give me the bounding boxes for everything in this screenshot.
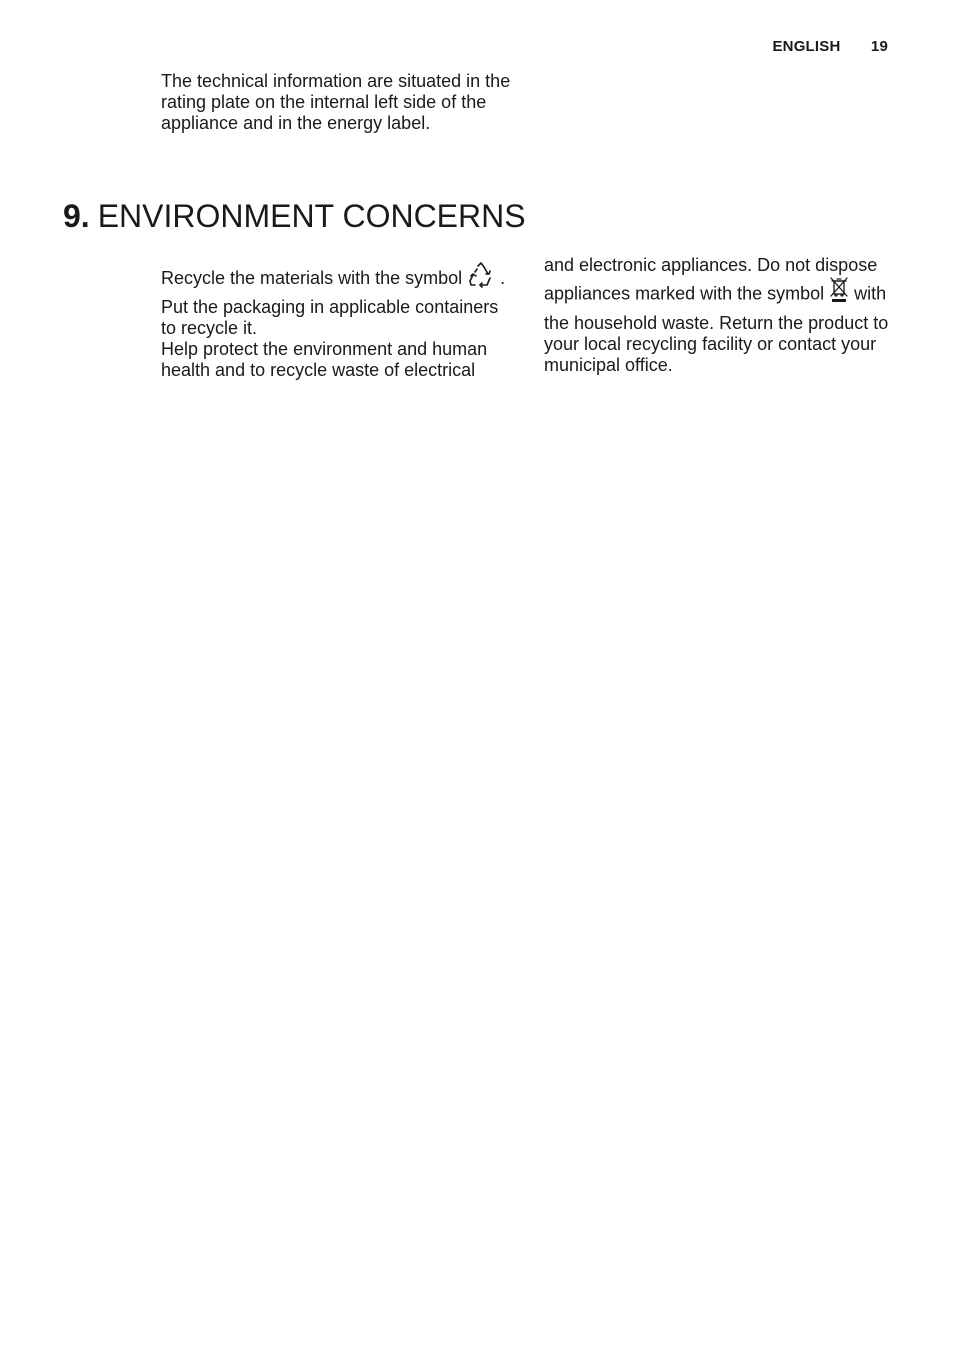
- recycle-text: Recycle the materials with the symbol: [161, 267, 463, 288]
- left-column: [161, 255, 511, 381]
- recycle-period: .: [500, 267, 506, 288]
- page-header: [772, 38, 888, 55]
- electronic-paragraph: and electronic appliances. Do not dispose: [544, 255, 878, 275]
- recycle-line: [161, 261, 511, 297]
- symbol-line: [544, 276, 894, 313]
- symbol-line-after: with: [854, 283, 887, 304]
- intro-paragraph: The technical information are situated in the rating plate on the internal left side of the appliance and in the energy label.: [161, 71, 511, 133]
- symbol-line-text: appliances marked with the symbol: [544, 283, 825, 304]
- section-title: ENVIRONMENT CONCERNS: [97, 198, 526, 234]
- crossed-out-bin-icon: [829, 276, 849, 313]
- household-paragraph: the household waste. Return the product to your local recycling facility or contact your municipal office.: [544, 313, 889, 375]
- section-heading: [63, 196, 526, 236]
- page-number: 19: [870, 38, 888, 55]
- section-number: 9.: [63, 198, 90, 234]
- recycle-icon: [467, 261, 495, 297]
- protect-paragraph: Help protect the environment and human health and to recycle waste of electrical: [161, 339, 488, 380]
- packaging-paragraph: Put the packaging in applicable containers to recycle it.: [161, 297, 499, 338]
- header-language: ENGLISH: [772, 38, 841, 55]
- right-column: [544, 255, 894, 376]
